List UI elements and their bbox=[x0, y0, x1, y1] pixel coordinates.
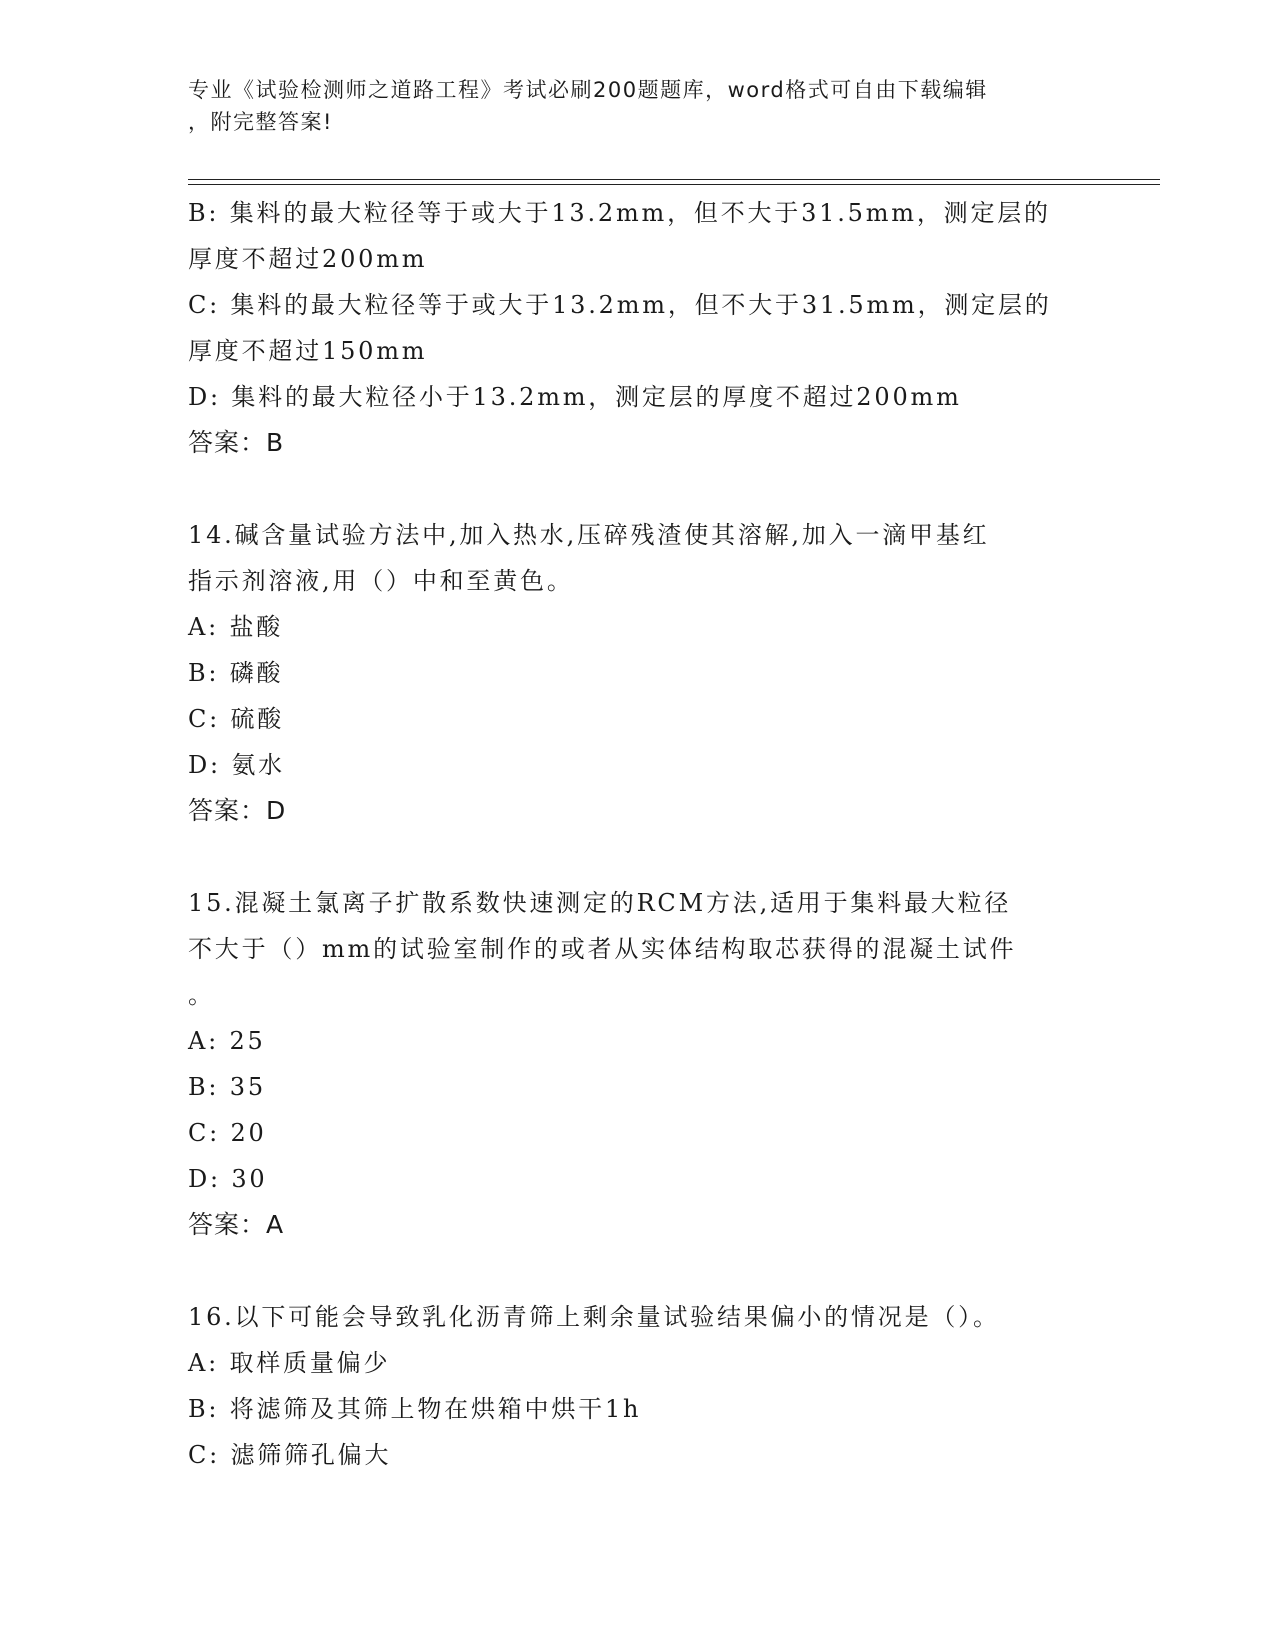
q16-option-b: B: 将滤筛及其筛上物在烘箱中烘干1h bbox=[188, 1395, 642, 1423]
q15-option-b: B: 35 bbox=[188, 1073, 266, 1101]
question-15-block bbox=[188, 880, 1088, 1248]
q14-question-line-2: 指示剂溶液,用（）中和至黄色。 bbox=[188, 567, 574, 595]
q13-answer: 答案：B bbox=[188, 428, 285, 457]
q16-option-a: A: 取样质量偏少 bbox=[188, 1349, 391, 1377]
q14-option-a: A: 盐酸 bbox=[188, 613, 284, 641]
q16-option-c: C: 滤筛筛孔偏大 bbox=[188, 1441, 392, 1469]
spacer bbox=[188, 466, 1088, 512]
header-rule-bottom bbox=[188, 184, 1160, 185]
q15-question-line-2: 不大于（）mm的试验室制作的或者从实体结构取芯获得的混凝土试件 bbox=[188, 935, 1017, 963]
header-line-1: 专业《试验检测师之道路工程》考试必刷200题题库，word格式可自由下载编辑 bbox=[188, 78, 988, 102]
q15-option-d: D: 30 bbox=[188, 1165, 268, 1193]
q14-answer: 答案：D bbox=[188, 796, 287, 825]
header-rule-top bbox=[188, 179, 1160, 180]
spacer bbox=[188, 1248, 1088, 1294]
document-header bbox=[188, 74, 1068, 138]
q14-question-line-1: 14.碱含量试验方法中,加入热水,压碎残渣使其溶解,加入一滴甲基红 bbox=[188, 521, 990, 549]
question-13-block bbox=[188, 190, 1088, 466]
q13-option-c-line-2: 厚度不超过150mm bbox=[188, 337, 428, 365]
q13-option-d: D: 集料的最大粒径小于13.2mm，测定层的厚度不超过200mm bbox=[188, 383, 962, 411]
q16-question-line-1: 16.以下可能会导致乳化沥青筛上剩余量试验结果偏小的情况是（）。 bbox=[188, 1303, 1000, 1331]
document-body bbox=[188, 190, 1088, 1478]
q13-option-b-line-2: 厚度不超过200mm bbox=[188, 245, 428, 273]
q14-option-b: B: 磷酸 bbox=[188, 659, 284, 687]
q15-option-a: A: 25 bbox=[188, 1027, 266, 1055]
q15-answer: 答案：A bbox=[188, 1210, 285, 1239]
header-line-2: ，附完整答案! bbox=[188, 110, 333, 134]
question-16-block bbox=[188, 1294, 1088, 1478]
question-14-block bbox=[188, 512, 1088, 834]
q14-option-c: C: 硫酸 bbox=[188, 705, 285, 733]
spacer bbox=[188, 834, 1088, 880]
q14-option-d: D: 氨水 bbox=[188, 751, 285, 779]
q13-option-c-line-1: C: 集料的最大粒径等于或大于13.2mm，但不大于31.5mm，测定层的 bbox=[188, 291, 1052, 319]
q13-option-b-line-1: B: 集料的最大粒径等于或大于13.2mm，但不大于31.5mm，测定层的 bbox=[188, 199, 1051, 227]
q15-question-line-1: 15.混凝土氯离子扩散系数快速测定的RCM方法,适用于集料最大粒径 bbox=[188, 889, 1012, 917]
q15-option-c: C: 20 bbox=[188, 1119, 267, 1147]
q15-question-line-3: 。 bbox=[188, 981, 215, 1009]
